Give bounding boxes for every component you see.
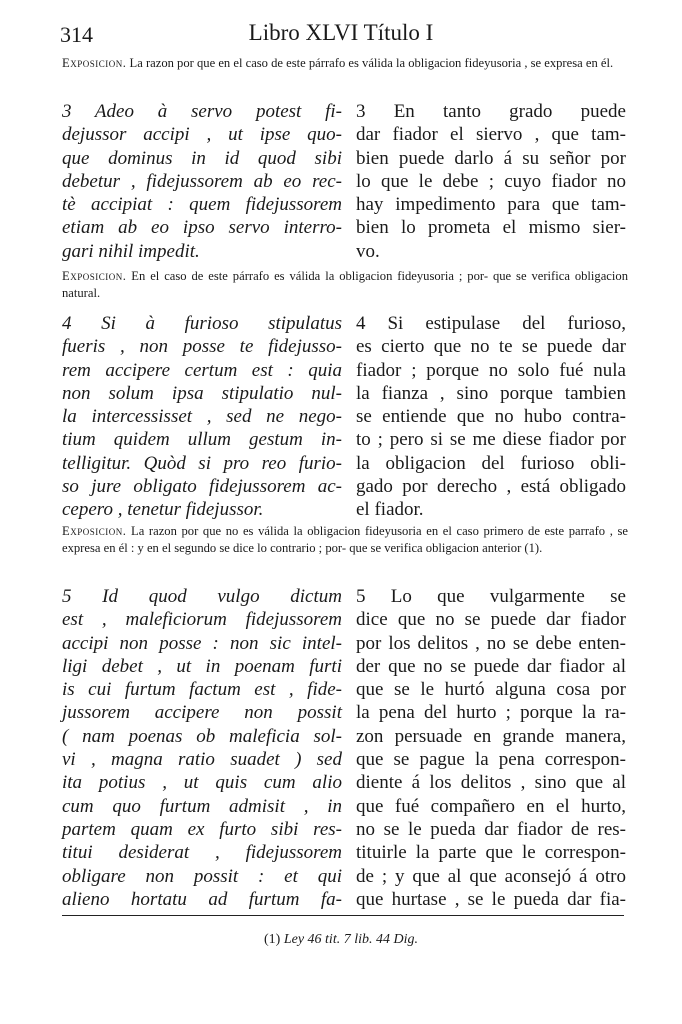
spanish-text-section-4 bbox=[356, 312, 626, 522]
spanish-line: la obligacion del furioso obli- bbox=[356, 452, 626, 474]
spanish-line: de ; y que al que aconsejó á otro bbox=[356, 865, 626, 887]
spanish-line: fiador ; porque no solo fué nula bbox=[356, 359, 626, 381]
exposition-text-line: que se verifica obligacion anterior (1). bbox=[349, 540, 543, 555]
exposition-text-line: La razon por que en el caso de este párrafo es válida la obligacion bbox=[129, 56, 462, 70]
latin-line: cepero , tenetur fidejussor. bbox=[62, 499, 264, 521]
latin-text-section-3 bbox=[62, 100, 342, 263]
spanish-line: dice que no se puede dar fiador bbox=[356, 609, 626, 631]
exposition-text-line: fideyusoria , se expresa en él. bbox=[464, 56, 614, 70]
exposition-text-line: En el caso de este párrafo es válida la obligacion fideyusoria ; por- bbox=[131, 269, 489, 283]
spanish-line: bien puede darlo á su señor por bbox=[356, 147, 626, 169]
latin-line: fueris , non posse te fidejusso- bbox=[62, 336, 342, 358]
spanish-line: 4 Si estipulase del furioso, bbox=[356, 313, 626, 334]
spanish-line: to ; pero si se me diese fiador por bbox=[356, 429, 626, 451]
spanish-line: que se le hurtó alguna cosa por bbox=[356, 679, 626, 701]
spanish-line: lo que le debe ; cuyo fiador no bbox=[356, 170, 626, 192]
exposition-label: Exposicion. bbox=[62, 269, 127, 283]
latin-line: non solum ipsa stipulatio nul- bbox=[62, 382, 342, 404]
latin-line: cum quo furtum admisit , in bbox=[62, 795, 342, 817]
exposition-label: Exposicion. bbox=[62, 524, 127, 538]
spanish-line: que fué compañero en el hurto, bbox=[356, 795, 626, 817]
latin-line: ita potius , ut quis cum alio bbox=[62, 772, 342, 794]
latin-line: titui desiderat , fidejussorem bbox=[62, 842, 342, 864]
exposition-text-line: que se verifica obligacion natural. bbox=[62, 269, 628, 300]
spanish-line: 5 Lo que vulgarmente se bbox=[356, 586, 626, 607]
latin-line: rem accipere certum est : quia bbox=[62, 359, 342, 381]
spanish-line: diente á los delitos , sino que al bbox=[356, 772, 626, 794]
exposition-3 bbox=[62, 523, 628, 556]
latin-line: tium quidem ullum gestum in- bbox=[62, 429, 342, 451]
latin-line: jussorem accipere non possit bbox=[62, 702, 342, 724]
page-number: 314 bbox=[60, 22, 93, 47]
latin-line: is cui furtum factum est , fide- bbox=[62, 679, 342, 701]
latin-line: vi , magna ratio suadet ) sed bbox=[62, 749, 342, 771]
spanish-line: der que no se puede dar fiador al bbox=[356, 655, 626, 677]
latin-line: est , maleficiorum fidejussorem bbox=[62, 609, 342, 631]
spanish-line: no se le pueda dar fiador de res- bbox=[356, 818, 626, 840]
spanish-line: la pena del hurto ; porque la ra- bbox=[356, 702, 626, 724]
exposition-2 bbox=[62, 268, 628, 301]
spanish-line: la fianza , sino porque tambien bbox=[356, 382, 626, 404]
spanish-line: zon persuade en grande manera, bbox=[356, 725, 626, 747]
spanish-line: bien lo prometa el mismo sier- bbox=[356, 217, 626, 239]
exposition-label: Exposicion. bbox=[62, 56, 127, 70]
latin-line: la intercessisset , sed ne nego- bbox=[62, 406, 342, 428]
spanish-line: vo. bbox=[356, 240, 380, 262]
exposition-1 bbox=[62, 55, 628, 72]
exposition-text-line: La razon por que no es válida la obligacion fideyusoria en el caso bbox=[131, 524, 479, 538]
latin-line: tè accipiat : quem fidejussorem bbox=[62, 194, 342, 216]
latin-line: debetur , fidejussorem ab eo rec- bbox=[62, 170, 342, 192]
exposition-text-line: primero de este parrafo , se expresa en él : y en el segundo se dice lo contrario ; por- bbox=[62, 524, 629, 555]
latin-line: 4 Si à furioso stipulatus bbox=[62, 313, 342, 334]
footnote-text: Ley 46 tit. 7 lib. 44 Dig. bbox=[283, 932, 418, 947]
latin-line: dejussor accipi , ut ipse quo- bbox=[62, 124, 342, 146]
spanish-line: por los delitos , no se debe enten- bbox=[356, 632, 626, 654]
latin-line: ( nam poenas ob maleficia sol- bbox=[62, 725, 342, 747]
latin-line: telligitur. Quòd si pro reo furio- bbox=[62, 452, 342, 474]
footnote bbox=[0, 932, 682, 948]
running-title: Libro XLVI Título I bbox=[248, 20, 434, 45]
latin-line: 3 Adeo à servo potest fi- bbox=[62, 101, 342, 122]
footnote-rule bbox=[62, 915, 624, 916]
latin-line: partem quam ex furto sibi res- bbox=[62, 818, 342, 840]
spanish-line: que hurtase , se le pueda dar fia- bbox=[356, 888, 626, 910]
spanish-text-section-3 bbox=[356, 100, 626, 263]
spanish-line: gado por derecho , está obligado bbox=[356, 476, 626, 498]
latin-line: 5 Id quod vulgo dictum bbox=[62, 586, 342, 607]
latin-text-section-4 bbox=[62, 312, 342, 522]
spanish-line: se entiende que no hubo contra- bbox=[356, 406, 626, 428]
spanish-line: es cierto que no te se puede dar bbox=[356, 336, 626, 358]
latin-line: ligi debet , ut in poenam furti bbox=[62, 655, 342, 677]
latin-line: gari nihil impedit. bbox=[62, 240, 200, 262]
footnote-marker: (1) bbox=[264, 932, 281, 947]
latin-text-section-5 bbox=[62, 585, 342, 911]
latin-line: que dominus in id quod sibi bbox=[62, 147, 342, 169]
latin-line: alieno hortatu ad furtum fa- bbox=[62, 888, 342, 910]
spanish-line: tituirle la parte que le correspon- bbox=[356, 842, 626, 864]
spanish-text-section-5 bbox=[356, 585, 626, 911]
spanish-line: dar fiador el siervo , que tam- bbox=[356, 124, 626, 146]
latin-line: obligare non possit : et qui bbox=[62, 865, 342, 887]
latin-line: accipi non posse : non sic intel- bbox=[62, 632, 342, 654]
latin-line: etiam ab eo ipso servo interro- bbox=[62, 217, 342, 239]
spanish-line: 3 En tanto grado puede bbox=[356, 101, 626, 122]
spanish-line: hay impedimento para que tam- bbox=[356, 194, 626, 216]
spanish-line: que se pague la pena correspon- bbox=[356, 749, 626, 771]
spanish-line: el fiador. bbox=[356, 499, 424, 521]
latin-line: so jure obligato fidejussorem ac- bbox=[62, 476, 342, 498]
